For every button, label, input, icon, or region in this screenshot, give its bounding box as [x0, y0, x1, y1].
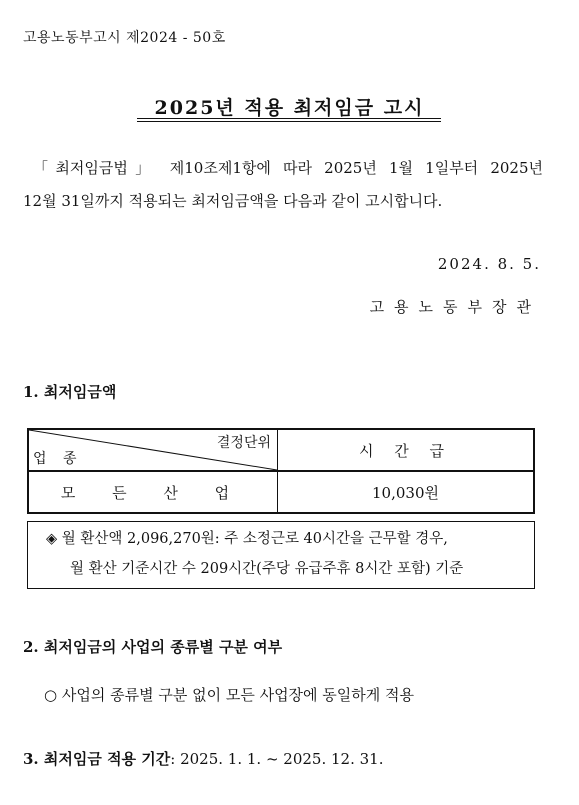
section-2-heading: 2. 최저임금의 사업의 종류별 구분 여부 [23, 638, 283, 656]
section-3-label: 3. 최저임금 적용 기간 [23, 750, 171, 768]
table-row [28, 471, 534, 513]
intro-paragraph [23, 152, 543, 218]
document-title: 2025년 적용 최저임금 고시 [154, 97, 425, 119]
notice-number: 고용노동부고시 제2024 - 50호 [23, 30, 226, 46]
industry-cell: 모 든 산 업 [28, 471, 278, 513]
intro-line-2: 12월 31일까지 적용되는 최저임금액을 다음과 같이 고시합니다. [23, 192, 443, 210]
hourly-header-cell: 시 간 급 [278, 429, 535, 471]
minimum-wage-table [27, 428, 535, 514]
unit-header-label: 결정단위 [216, 435, 271, 451]
note-line-2: 월 환산 기준시간 수 209시간(주당 유급주휴 8시간 포함) 기준 [70, 561, 464, 577]
issuer-name: 고용노동부장관 [369, 298, 541, 316]
section-3-heading [23, 748, 383, 769]
diagonal-header-cell [28, 429, 278, 471]
section-1-heading: 1. 최저임금액 [23, 383, 117, 401]
title-underline [137, 118, 441, 122]
note-line-1: ◈ 월 환산액 2,096,270원: 주 소정근로 40시간을 근무할 경우, [46, 531, 448, 547]
hourly-wage-cell: 10,030원 [278, 471, 535, 513]
notice-date: 2024. 8. 5. [437, 255, 541, 273]
intro-line-1: 「최저임금법」 제10조제1항에 따라 2025년 1월 1일부터 2025년 [33, 159, 543, 177]
industry-header-label: 업 종 [33, 451, 83, 467]
monthly-conversion-note [27, 521, 535, 589]
table-header-row [28, 429, 534, 471]
section-3-period: : 2025. 1. 1. ~ 2025. 12. 31. [170, 750, 384, 768]
section-2-bullet: ○ 사업의 종류별 구분 없이 모든 사업장에 동일하게 적용 [44, 686, 415, 704]
